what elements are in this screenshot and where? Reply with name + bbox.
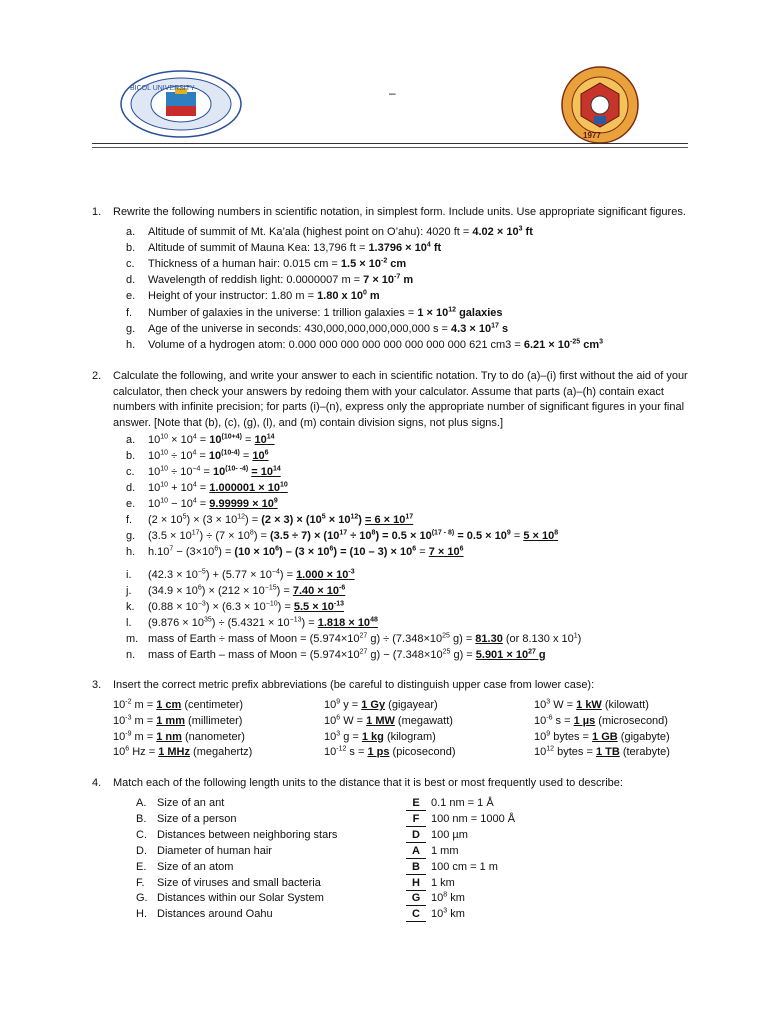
match-unit: 100 µm [431, 828, 468, 841]
question-prompt-line: numbers with infinite precision; for parts (i)–(n), express only the appropriate number of significant figures in your final [113, 401, 685, 414]
item-label: a. [126, 226, 136, 238]
match-answer-blank: G [406, 891, 426, 906]
item-label: d. [126, 482, 136, 494]
item-text: Altitude of summit of Mauna Kea: 13,796 ft = $1.3796 \times 10^4$ ft [148, 241, 442, 255]
match-description: Diameter of human hair [157, 844, 272, 857]
match-description: Distances between neighboring stars [157, 828, 338, 841]
match-unit: 1 mm [431, 844, 459, 857]
prefix-cell: $10^{-12}$ s = 1 ps (picosecond) [324, 745, 456, 759]
match-unit: $10^8$ km [431, 891, 465, 905]
item-text: $h.10^7 - (3\times 10^6) = (10 \times 10^6) - (3 \times 10^6) = (10 - 3) \times 10^6 = 7 \times 10^6$ [148, 545, 464, 558]
question-prompt: Insert the correct metric prefix abbreviations (be careful to distinguish upper case from lower case): [113, 679, 595, 691]
match-label: B. [136, 812, 147, 825]
item-text: $10^{10} \div 10^4 = 10^{(10-4)} = 10^6$ [148, 449, 269, 462]
prefix-cell: $10^{-6}$ s = 1 µs (microsecond) [534, 714, 668, 727]
match-description: Distances around Oahu [157, 908, 273, 921]
item-label: n. [126, 649, 136, 661]
item-label: h. [126, 546, 136, 558]
item-text: Height of your instructor: 1.80 m = 1.80 x $10^0$ m [148, 289, 380, 303]
prefix-cell: $10^3$ W = 1 kW (kilowatt) [534, 698, 649, 711]
item-label: k. [126, 601, 135, 613]
item-text: $10^{10} - 10^4 = 9.99999 \times 10^9$ [148, 497, 278, 510]
item-text: Altitude of summit of Mt. Ka’ala (highest point on O’ahu): 4020 ft = $4.02 \times 10^3$ ft [148, 225, 533, 238]
college-of-engineering-seal-logo [561, 66, 639, 144]
header-dash: – [389, 86, 396, 100]
item-text: $(0.88 \times 10^{-3}) \times (6.3 \times 10^{-10}) = 5.5 \times 10^{-13}$ [148, 600, 345, 613]
question-prompt-line: calculator, then check your answers by redoing them with your calculator. Assume that parts (a)–(h) contain exact [113, 385, 664, 398]
prefix-cell: $10^9$ bytes = 1 GB (gigabyte) [534, 729, 670, 743]
prefix-cell: $10^9$ y = 1 Gy (gigayear) [324, 698, 438, 711]
item-label: j. [126, 585, 132, 597]
match-unit: 100 cm = 1 m [431, 860, 498, 873]
prefix-cell: $10^6$ W = 1 MW (megawatt) [324, 714, 453, 727]
item-label: b. [126, 450, 136, 462]
header-rule-thin [92, 147, 688, 148]
item-text: $(2 \times 10^5) \times (3 \times 10^{12}) = (2 \times 3) \times (10^5 \times 10^{12}) = 6 \times 10^{17}$ [148, 513, 414, 526]
match-description: Size of an atom [157, 860, 234, 873]
item-text: Number of galaxies in the universe: 1 trillion galaxies = $1 \times 10^{12}$ galaxies [148, 305, 503, 319]
question-number: 4. [92, 777, 102, 789]
item-label: f. [126, 306, 133, 319]
item-text: $(3.5 \times 10^{17}) \div (7 \times 10^8) = (3.5 \div 7) \times (10^{17} \div 10^8) = 0.5 \times 10^{(17 - 8)} = 0.5 \times 10^9 = 5 \times 10^8$ [148, 529, 559, 542]
item-text: $(9.876 \times 10^{35}) \div (5.4321 \times 10^{-13}) = 1.818 \times 10^{48}$ [148, 616, 378, 629]
match-answer-blank: F [406, 812, 426, 827]
match-label: E. [136, 860, 147, 873]
prefix-cell: $10^3$ g = 1 kg (kilogram) [324, 729, 436, 743]
prefix-cell: $10^{-9}$ m = 1 nm (nanometer) [113, 729, 245, 743]
match-answer-blank: H [406, 876, 426, 891]
match-label: F. [136, 876, 145, 889]
item-text: $10^{10} \times 10^4 = 10^{(10+4)} = 10^{14}$ [148, 433, 275, 446]
item-text: $10^{10} \div 10^{-4} = 10^{(10- -4)} = 10^{14}$ [148, 465, 281, 478]
match-answer-blank: A [406, 844, 426, 859]
match-description: Size of viruses and small bacteria [157, 876, 321, 889]
match-description: Size of an ant [157, 797, 225, 809]
item-text: $(42.3 \times 10^{-5}) + (5.77 \times 10^{-4}) = 1.000 \times 10^{-3}$ [148, 568, 355, 581]
prefix-cell: $10^6$ Hz = 1 MHz (megahertz) [113, 745, 253, 759]
item-label: g. [126, 322, 136, 335]
question-prompt: Rewrite the following numbers in scientific notation, in simplest form. Include units. Use appropriate significant figures. [113, 206, 686, 218]
item-label: a. [126, 434, 136, 446]
match-label: G. [136, 892, 148, 905]
item-label: c. [126, 258, 135, 271]
header-rule [92, 143, 688, 144]
match-unit: 0.1 nm = 1 Å [431, 797, 494, 809]
question-number: 1. [92, 206, 102, 218]
svg-text:BICOL UNIVERSITY: BICOL UNIVERSITY [130, 85, 195, 92]
item-text: Wavelength of reddish light: 0.0000007 $m = 7 \times 10^{-7}$ m [148, 273, 414, 287]
item-label: c. [126, 466, 135, 478]
match-description: Distances within our Solar System [157, 892, 324, 905]
item-label: d. [126, 274, 136, 287]
prefix-cell: $10^{-3}$ m = 1 mm (millimeter) [113, 714, 243, 727]
match-answer-blank: D [406, 828, 426, 843]
item-label: b. [126, 242, 136, 255]
match-label: H. [136, 908, 147, 921]
prefix-cell: $10^{12}$ bytes = 1 TB (terabyte) [534, 745, 670, 759]
item-text: mass of Earth ÷ mass of Moon = ($5.974\times 10^{27}$ $g) \div (7.348\times 10^{25}$ g) = 81.30 (or 8.130 x $10^1$) [148, 632, 582, 645]
university-seal-logo [120, 70, 242, 138]
item-label: f. [126, 514, 133, 526]
item-text: $10^{10} + 10^4 = 1.000001 \times 10^{10}$ [148, 481, 288, 494]
question-prompt-line: Calculate the following, and write your answer to each in scientific notation. Try to do (a)–(i) first without the aid of your [113, 370, 688, 382]
item-label: e. [126, 498, 136, 510]
item-label: i. [126, 569, 132, 581]
question-number: 3. [92, 679, 102, 691]
item-text: Volume of a hydrogen atom: 0.000 000 000 000 000 000 000 000 621 $cm3 = 6.21 \times 10^{-25}$ $cm^3$ [148, 338, 604, 351]
match-answer-blank: B [406, 860, 426, 875]
question-prompt: Match each of the following length units to the distance that it is best or most frequently used to describe: [113, 777, 623, 789]
item-label: h. [126, 338, 136, 351]
item-text: Age of the universe in seconds: 430,000,000,000,000,000 $s = 4.3 \times 10^{17}$ s [148, 321, 509, 335]
match-unit: $10^3$ km [431, 907, 465, 921]
item-text: $(34.9 \times 10^6) \times (212 \times 10^{-15}) = 7.40 \times 10^{-6}$ [148, 584, 346, 597]
question-prompt-line: answer. [Note that (b), (c), (g), (l), and (m) contain division signs, not plus signs.] [113, 417, 504, 430]
item-label: e. [126, 290, 136, 303]
match-description: Size of a person [157, 812, 237, 825]
item-label: m. [126, 633, 139, 645]
svg-text:1977: 1977 [583, 131, 601, 140]
item-label: l. [126, 617, 132, 629]
match-label: A. [136, 797, 147, 809]
match-unit: 1 km [431, 876, 455, 889]
match-answer-blank: E [406, 796, 426, 811]
match-answer-blank: C [406, 907, 426, 922]
prefix-cell: $10^{-2}$ m = 1 cm (centimeter) [113, 698, 244, 711]
item-text: Thickness of a human hair: 0.015 cm = $1.5 \times 10^{-2}$ cm [148, 257, 407, 271]
match-unit: 100 nm = 1000 Å [431, 812, 516, 825]
match-label: C. [136, 828, 147, 841]
question-number: 2. [92, 370, 102, 382]
match-label: D. [136, 844, 147, 857]
item-text: mass of Earth – mass of Moon = ($5.974\times 10^{27}$ $g) - (7.348\times 10^{25}$ $g) = 5.901 \times 10^{27}$ g [148, 648, 546, 661]
item-label: g. [126, 530, 136, 542]
